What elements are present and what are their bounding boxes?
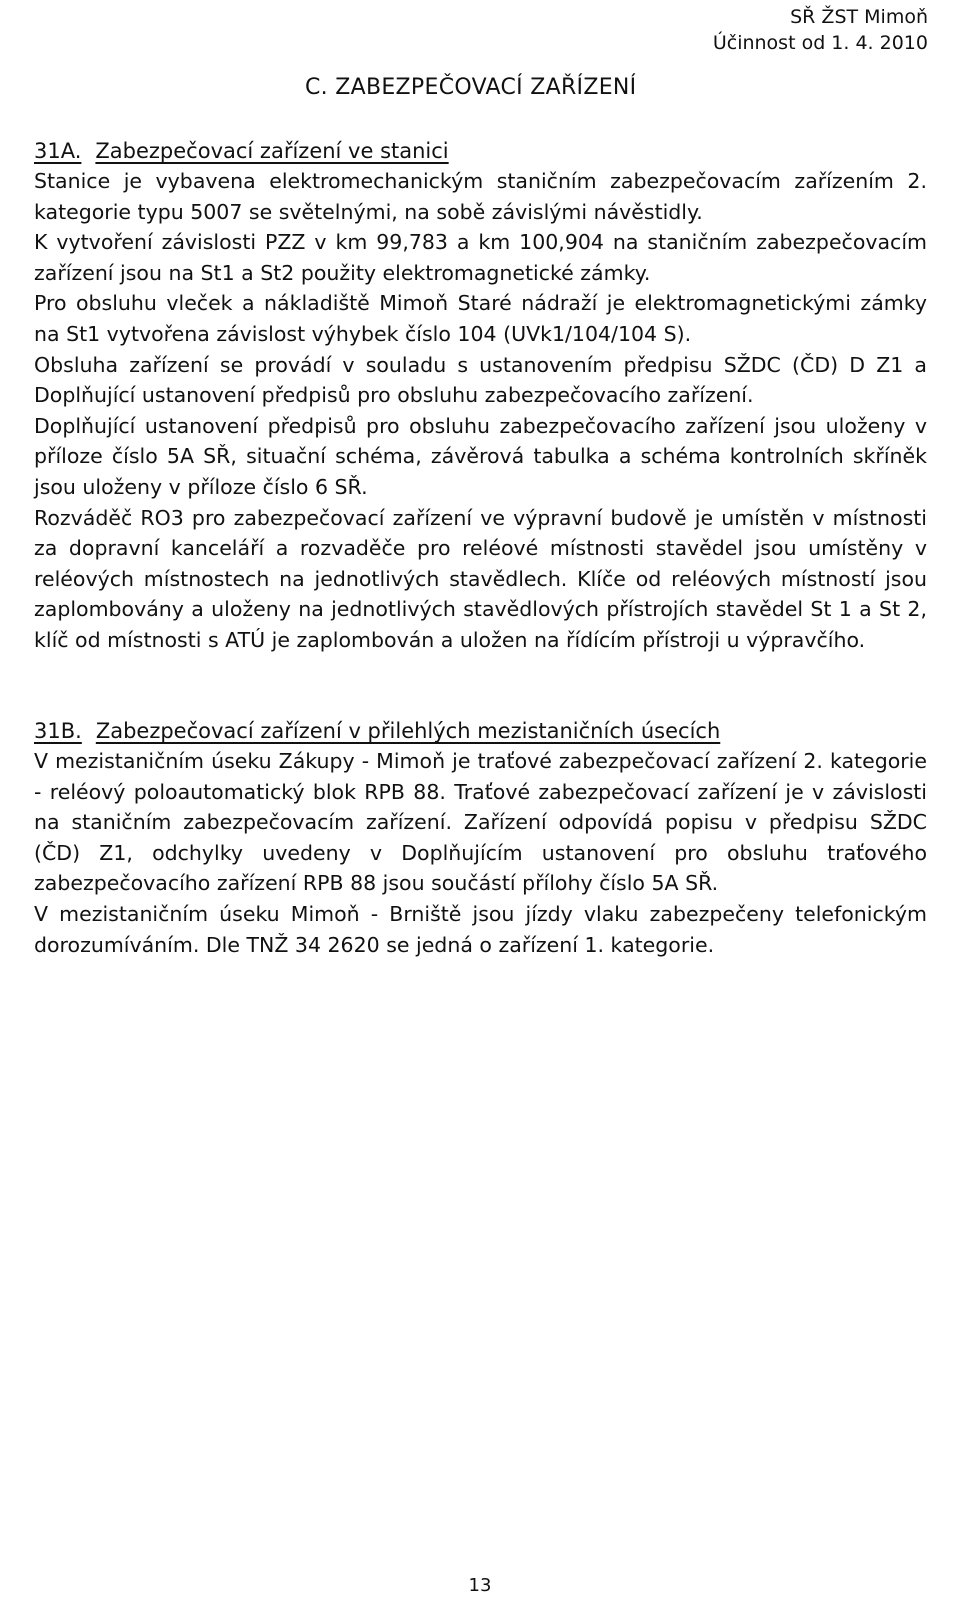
section-title: Zabezpečovací zařízení ve stanici [95, 139, 449, 163]
chapter-title: C. ZABEZPEČOVACÍ ZAŘÍZENÍ [305, 75, 637, 100]
section-heading [34, 136, 927, 166]
header-validity: Účinnost od 1. 4. 2010 [712, 32, 928, 54]
section-31b [34, 716, 927, 960]
header-org: SŘ ŽST Mimoň [790, 6, 928, 28]
page-number: 13 [468, 1575, 492, 1596]
section-title: Zabezpečovací zařízení v přilehlých mezistaničních úsecích [95, 719, 721, 743]
paragraph: Stanice je vybavena elektromechanickým staničním zabezpečovacím zařízením 2. kategorie typu 5007 se světelnými, na sobě závislými návěstidly. [34, 169, 927, 224]
page-header [713, 4, 928, 56]
paragraph: Pro obsluhu vleček a nákladiště Mimoň Staré nádraží je elektromagnetickými zámky na St1 vytvořena závislost výhybek číslo 104 (UVk1/104/104 S). [34, 291, 927, 346]
paragraph: Obsluha zařízení se provádí v souladu s ustanovením předpisu SŽDC (ČD) D Z1 a Doplňující ustanovení předpisů pro obsluhu zabezpečovacího zařízení. [34, 352, 927, 408]
section-31a [34, 136, 927, 656]
paragraph: V mezistaničním úseku Zákupy - Mimoň je traťové zabezpečovací zařízení 2. kategorie - reléový poloautomatický blok RPB 88. Traťové zabezpečovací zařízení je v závislosti na staničním zabezpečovacím zařízení. Zařízení odpovídá popisu v předpisu SŽDC (ČD) Z1, odchylky uvedeny v Doplňujícím ustanovení pro obsluhu traťového zabezpečovacího zařízení RPB 88 jsou součástí přílohy číslo 5A SŘ. [34, 749, 927, 896]
paragraph: K vytvoření závislosti PZZ v km 99,783 a km 100,904 na staničním zabezpečovacím zařízení jsou na St1 a St2 použity elektromagnetické zámky. [34, 230, 927, 285]
paragraph: Doplňující ustanovení předpisů pro obsluhu zabezpečovacího zařízení jsou uloženy v příloze číslo 5A SŘ, situační schéma, závěrová tabulka a schéma kontrolních skříněk jsou uloženy v příloze číslo 6 SŘ. [34, 413, 927, 499]
section-number: 31B. [34, 719, 82, 743]
section-heading [34, 716, 927, 746]
paragraph: Rozváděč RO3 pro zabezpečovací zařízení ve výpravní budově je umístěn v místnosti za dopravní kanceláří a rozvaděče pro reléové místnosti stavědel jsou umístěny v reléových místnostech na jednotlivých stavědlech. Klíče od reléových místností jsou zaplombovány a uloženy na jednotlivých stavědlových přístrojích stavědel St 1 a St 2, klíč od místnosti s ATÚ je zaplombován a uložen na řídícím přístroji u výpravčího. [34, 505, 927, 652]
section-number: 31A. [34, 139, 82, 163]
paragraph: V mezistaničním úseku Mimoň - Brniště jsou jízdy vlaku zabezpečeny telefonickým dorozumíváním. Dle TNŽ 34 2620 se jedná o zařízení 1. kategorie. [34, 901, 927, 957]
